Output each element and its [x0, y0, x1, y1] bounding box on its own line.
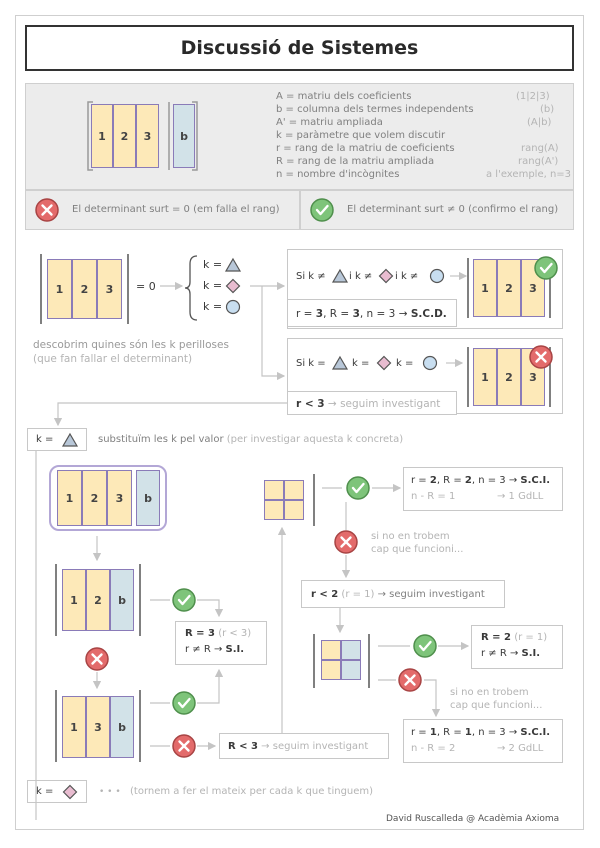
legend-row-5: r = rang de la matriu de coeficients — [276, 143, 455, 154]
s2-m3-cell-b: b — [110, 696, 134, 758]
s2-sci1-box — [403, 719, 563, 763]
legend-row-2-note: (b) — [540, 104, 555, 115]
s2-grid1-bl — [264, 500, 284, 520]
s1-fail-cell-1: 1 — [473, 348, 497, 406]
s2-no-trobem-1a: si no en trobem — [371, 531, 450, 542]
matrix-cell-3: 3 — [136, 104, 159, 168]
s2-sci1-note-r: → 2 GdLL — [497, 743, 544, 754]
matrix-cell-1: 1 — [91, 104, 113, 168]
s2-si-r2: R = 2 (r = 1) — [481, 632, 548, 643]
s1-k-1: k = — [203, 258, 223, 271]
s2-m3-cell-1: 1 — [62, 696, 86, 758]
s2-grid2-bl — [321, 660, 341, 680]
legend-row-2: b = columna dels termes independents — [276, 104, 474, 115]
s2-no-trobem-2b: cap que funcioni... — [450, 700, 543, 711]
footer-credit: David Ruscalleda @ Acadèmia Axioma — [386, 814, 560, 824]
s2-k-label: k = — [36, 434, 54, 445]
s1-k-3: k = — [203, 300, 223, 313]
s1-cond-a: Si k ≠ — [296, 271, 326, 282]
s2-sci2-text: r = 2, R = 2, n = 3 → S.C.I. — [411, 475, 551, 486]
footer-dots: • • • — [99, 787, 121, 797]
s2-no-trobem-1b: cap que funcioni... — [371, 544, 464, 555]
legend-row-1-note: (1|2|3) — [516, 91, 550, 102]
legend-row-6-note: rang(A') — [518, 156, 559, 167]
s1-si-c: k = — [396, 358, 414, 369]
s1-desc-2: (que fan fallar el determinant) — [33, 353, 193, 365]
legend-row-7: n = nombre d'incògnites — [276, 169, 400, 180]
s1-ok-cell-2: 2 — [497, 259, 521, 317]
s2-si-neq-1: r ≠ R → S.I. — [185, 644, 245, 655]
s1-eq-zero: = 0 — [136, 280, 156, 293]
legend-fail-text: El determinant surt = 0 (em falla el rang) — [72, 204, 280, 215]
s2-grid1-tr — [284, 480, 304, 500]
s2-grid1-br — [284, 500, 304, 520]
s2-m2-cell-2: 2 — [86, 569, 110, 631]
s2-r2-text: r < 2 (r = 1) → seguim investigant — [311, 589, 485, 600]
legend-matrix — [83, 99, 203, 173]
s2-m1-cell-1: 1 — [57, 470, 82, 526]
legend-row-5-note: rang(A) — [521, 143, 559, 154]
s1-fail-cell-2: 2 — [497, 348, 521, 406]
footer-k-label: k = — [36, 786, 54, 797]
s1-fail-cell-3: 3 — [521, 348, 545, 406]
s1-cell-3: 3 — [97, 259, 122, 319]
s2-m1-cell-3: 3 — [107, 470, 132, 526]
matrix-cell-b: b — [173, 104, 195, 168]
s2-m2-cell-b: b — [110, 569, 134, 631]
s1-si-b: k = — [352, 358, 370, 369]
s1-si-a: Si k = — [296, 358, 326, 369]
s2-sci2-note-l: n - R = 1 — [411, 491, 456, 502]
page-title: Discussió de Sistemes — [25, 25, 574, 71]
s2-sci2-box — [403, 467, 563, 511]
s1-cell-2: 2 — [72, 259, 97, 319]
s2-subst: substituïm les k pel valor (per investigar aquesta k concreta) — [98, 434, 404, 445]
s1-r-lt-text: r < 3 → seguim investigant — [296, 398, 441, 410]
legend-row-6: R = rang de la matriu ampliada — [276, 156, 435, 167]
footer-repeat: (tornem a fer el mateix per cada k que tinguem) — [130, 786, 374, 797]
s1-cell-1: 1 — [47, 259, 72, 319]
legend-ok-text: El determinant surt ≠ 0 (confirmo el rang) — [347, 204, 559, 215]
s1-scd-text: r = 3, R = 3, n = 3 → S.C.D. — [296, 308, 447, 320]
s1-cond-c: i k ≠ — [395, 271, 419, 282]
matrix-cell-2: 2 — [113, 104, 136, 168]
s2-m1-cell-2: 2 — [82, 470, 107, 526]
legend-row-7-note: a l'exemple, n=3 — [486, 169, 572, 180]
s2-no-trobem-2a: si no en trobem — [450, 687, 529, 698]
legend-row-3-note: (A|b) — [527, 117, 552, 128]
s2-si-neq-2: r ≠ R → S.I. — [481, 648, 541, 659]
s1-ok-cell-1: 1 — [473, 259, 497, 317]
s2-si-r3: R = 3 (r < 3) — [185, 628, 252, 639]
s1-cond-b: i k ≠ — [349, 271, 373, 282]
s1-ok-cell-3: 3 — [521, 259, 545, 317]
legend-row-3: A' = matriu ampliada — [276, 117, 383, 128]
s2-sci1-note-l: n - R = 2 — [411, 743, 456, 754]
legend-row-4: k = paràmetre que volem discutir — [276, 130, 446, 141]
s2-sci2-note-r: → 1 GdLL — [497, 491, 544, 502]
s2-grid2-tr — [341, 640, 361, 660]
s1-desc-1: descobrim quines són les k perilloses — [33, 339, 229, 351]
s2-sci1-text: r = 1, R = 1, n = 3 → S.C.I. — [411, 727, 551, 738]
s2-r3-text: R < 3 → seguim investigant — [228, 741, 369, 752]
s2-grid1-tl — [264, 480, 284, 500]
s2-m3-cell-3: 3 — [86, 696, 110, 758]
s1-k-2: k = — [203, 279, 223, 292]
legend-row-1: A = matriu dels coeficients — [276, 91, 412, 102]
s2-grid2-br — [341, 660, 361, 680]
s2-m2-cell-1: 1 — [62, 569, 86, 631]
s2-m1-cell-b: b — [136, 470, 160, 526]
s2-grid2-tl — [321, 640, 341, 660]
